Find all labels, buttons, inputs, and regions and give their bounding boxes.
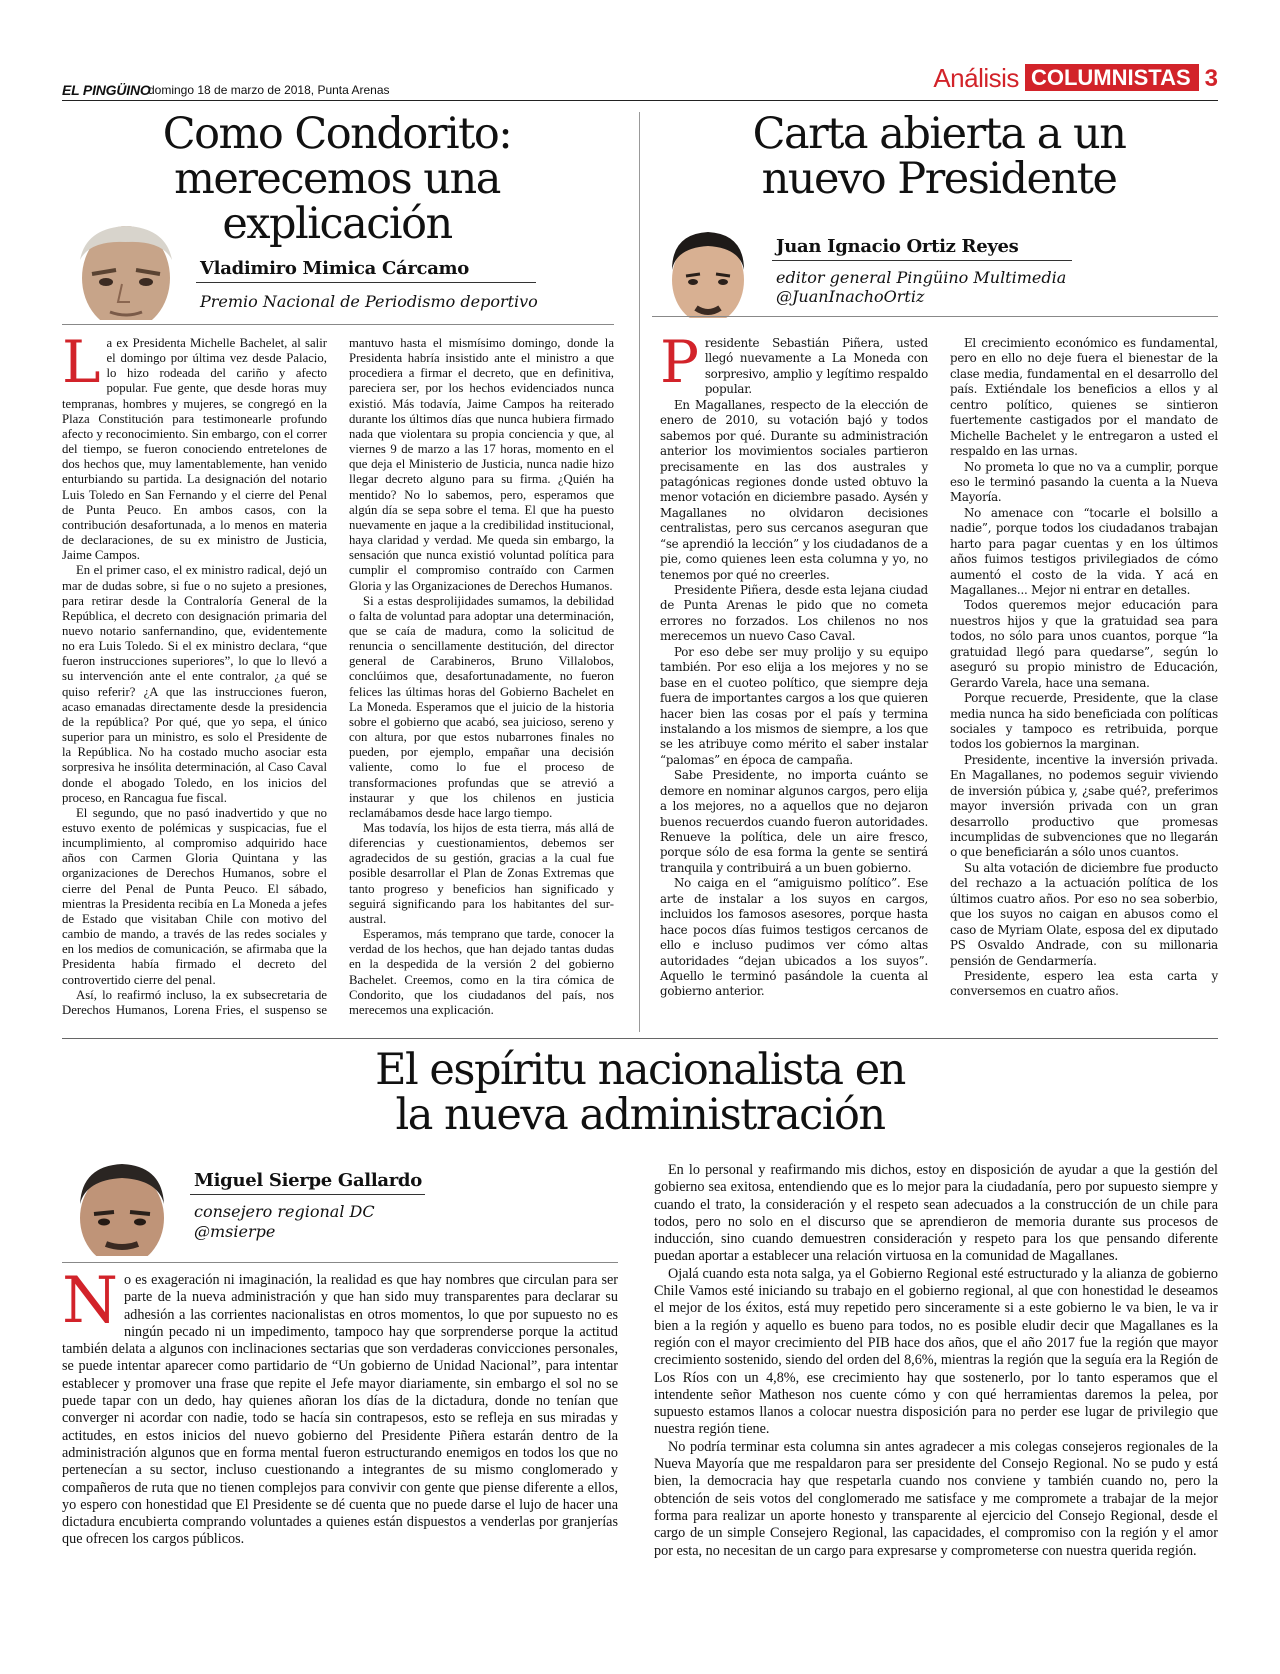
author-role: consejero regional DC	[194, 1202, 375, 1221]
drop-cap: N	[62, 1264, 118, 1338]
body-paragraph: Porque recuerde, Presidente, que la clase media nunca ha sido beneficiada con políticas sociales y tampoco es retribuida, porque todos los gobiernos la marginan.	[950, 691, 1218, 752]
article-title-line: El espíritu nacionalista en	[375, 1045, 905, 1095]
masthead	[62, 63, 1218, 106]
author-photo	[656, 226, 760, 318]
body-paragraph: No prometa lo que no va a cumplir, porque eso le terminó pasando la cuenta a la Nueva Mayoría.	[950, 459, 1218, 505]
article-body	[660, 328, 1218, 1028]
body-paragraph: En el primer caso, el ex ministro radical, dejó un mar de dudas sobre, si fue o no sujeto a presiones, para retirar desde la Contraloría General de la República, el decreto con designación primaria del nuevo notario sanfernandino, que, evidentemente no era Luis Toledo. Si el ex ministro declara, “que fueron instrucciones superiores”, lo que lo llevó a su intervención ante el ente contralor, ¿a qué se quiso referir? ¿A que las instrucciones fueron, acaso emanadas directamente desde la presidencia de la república? Por qué, que yo sepa, el único superior para un ministro, es solo el Presidente de la República. No ha costado mucho asociar esta sorpresiva he insólita determinación, al Caso Caval donde el abogado Toledo, en los inicios del proceso, en Rancagua fue fiscal.	[62, 563, 327, 805]
article-title-line: nuevo Presidente	[761, 154, 1117, 204]
section-label: Análisis	[933, 63, 1019, 94]
page-number: 3	[1204, 65, 1218, 93]
body-paragraph: Su alta votación de diciembre fue producto del rechazo a la actuación política de los últimos cuatro años. Por eso no sea soberbio, que los suyos no caigan en abusos como el caso de Myriam Olate, esposa del ex diputado PS Osvaldo Andrade, con su millonaria pensión de Gendarmería.	[950, 860, 1218, 968]
body-paragraph: Presidente, espero lea esta carta y conversemos en cuatro años.	[950, 968, 1218, 999]
body-paragraph: Presidente Sebastián Piñera, usted llegó nuevamente a La Moneda con sorpresivo, amplio y legítimo respaldo popular.	[660, 328, 928, 397]
issue-date: domingo 18 de marzo de 2018, Punta Arenas	[148, 83, 390, 97]
author-name: Miguel Sierpe Gallardo	[194, 1170, 422, 1191]
masthead-rule	[62, 100, 1218, 101]
body-paragraph: El crecimiento económico es fundamental, pero en ello no deje fuera el bienestar de la clase media, fundamental en el desarrollo del país. Extiéndale los beneficios a ellos y al centro político, quienes se sintieron fuertemente castigados por el mandato de Michelle Bachelet y le entregaron a usted el respaldo en las urnas.	[950, 336, 1218, 459]
author-handle: @JuanInachoOrtiz	[776, 287, 925, 306]
author-name: Vladimiro Mimica Cárcamo	[200, 258, 470, 279]
body-paragraph: No es exageración ni imaginación, la realidad es que hay nombres que circulan para ser parte de la nueva administración y que han sido muy transparentes para declarar su adhesión a las corrientes nacionalistas en otros momentos, lo que por supuesto no es ningún pecado ni un impedimento, tampoco hay que sorprenderse porque la actitud también delata a algunos con inclinaciones sectarias que son verdaderas convicciones personales, se puede intentar aparecer como partidario de “Un gobierno de Unidad Nacional”, para intentar establecer y promover una frase que repite el Jefe mayor diariamente, sin embargo el sol no se puede tapar con un dedo, hay quienes añoran los días de la dictadura, donde no tenían que converger ni acordar con nadie, todo se hacía sin contrapesos, esto se refleja en sus miradas y actitudes, en estos inicios del nuevo gobierno del Presidente Piñera estarán dentro de la administración algunos que en forma mental fueron estructurando enemigos en todos los que no pertenecían a su sector, incluso cuestionando a integrantes de su mismo conglomerado y compañeros de ruta que no tienen complejos para convivir con gente que piense diferente a ellos, yo espero con honestidad que El Presidente se dé cuenta que no puede darse el lujo de hacer una dictadura encubierta comprando voluntades a quienes están dispuestos a venderlas por granjerías que ofrecen los cargos públicos.	[62, 1264, 618, 1548]
article-title-line: Como Condorito:	[162, 109, 512, 159]
body-paragraph: Por eso debe ser muy prolijo y su equipo también. Por eso elija a los mejores y no se base en el cuoteo político, que siempre deja fuera de importantes cargos a los que quieren hacer bien las cosas por el país y termina instalando a los mismos de siempre, a los que se les atribuye como mérito el saber instalar “palomas” en época de campaña.	[660, 644, 929, 767]
subsection-label: COLUMNISTAS	[1025, 64, 1199, 91]
body-paragraph: No caiga en el “amiguismo político”. Ese arte de instalar a los suyos en cargos, incluidos los famosos asesores, porque hasta hace pocos días fuimos testigos cercanos de ello e incluso pudimos ver cómo altas autoridades “dejan ubicados a los suyos”. Aquello le terminó pasándole la cuenta al gobierno anterior.	[660, 876, 928, 999]
body-paragraph: En Magallanes, respecto de la elección de enero de 2010, su votación bajó y todos sabemos por qué. Durante su administración anterior los movimientos sociales partieron precisamente en las dos australes y patagónicas regiones donde usted obtuvo la menor votación en diciembre pasado. Aysén y Magallanes no olvidaron decisiones centralistas, pero sus cercanos aseguran que “se aprendió la lección” y los ciudadanos de a pie, como quienes leen esta columna y yo, no tenemos por qué no creerles.	[660, 397, 928, 582]
body-paragraph: La ex Presidenta Michelle Bachelet, al salir el domingo por última vez desde Palacio, lo hizo rodeada del cariño y afecto popular. Fue gente, que desde horas muy tempranas, hombres y mujeres, se congregó en la Plaza Constitución para testimonearle profundo afecto y reconocimiento. Sin embargo, con el correr del tiempo, se fueron conociendo entretelones de dos hechos que, muy lamentablemente, han venido enturbiando su partida. La designación del notario Luis Toledo en San Fernando y el cierre del Penal de Punta Peuco. En ambos casos, con la contribución desafortunada, a lo menos en materia de declaraciones, de su ex ministro de Justicia, Jaime Campos.	[62, 328, 327, 563]
article-body	[62, 328, 614, 1028]
column-divider	[639, 112, 640, 1032]
body-paragraph: Todos queremos mejor educación para nuestros hijos y que la gratuidad sea para todos, no sólo para unos cuantos, porque “la gratuidad llegó para quedarse”, según lo aseguró su propio ministro de Educación, Gerardo Varela, hace una semana.	[950, 598, 1218, 690]
article-title	[200, 1045, 1080, 1140]
author-rule	[190, 1194, 425, 1195]
author-handle: @msierpe	[194, 1222, 276, 1241]
byline-divider	[62, 324, 614, 325]
author-role: editor general Pingüino Multimedia	[776, 268, 1067, 287]
article-body	[62, 1264, 618, 1572]
body-paragraph: Mas todavía, los hijos de esta tierra, más allá de diferencias y cuestionamientos, debemos ser agradecidos de su gestión, gracias a la cual fue posible desarrollar el Plan de Zonas Extremas que tanto progreso y beneficios han significado y seguirá significando para los habitantes del sur-austral.	[349, 821, 614, 926]
newspaper-logo: EL PINGÜINO	[62, 82, 151, 98]
article-title-line: la nueva administración	[395, 1090, 885, 1140]
body-paragraph: Sabe Presidente, no importa cuánto se demore en nominar algunos cargos, pero elija a los mejores, no a aquellos que no dejaron buenos recuerdos cuando fueron autoridades. Renueve la política, dele un aire fresco, porque sólo de esa forma la gente se sentirá tranquila y contribuirá a un buen gobierno.	[660, 768, 928, 875]
article-title	[660, 109, 1218, 204]
body-paragraph: Presidente, incentive la inversión privada. En Magallanes, no podemos seguir viviendo de inversión púbica y, ¿sabe qué?, preferimos mayor inversión privada con un gran desarrollo productivo que promesas incumplidas de subvenciones que no llegarán o que beneficiarán a sólo unos cuantos.	[950, 752, 1218, 860]
body-paragraph: No amenace con “tocarle el bolsillo a nadie”, porque todos los ciudadanos trabajan harto para pagar cuentas y en los últimos años fuimos testigos privilegiados de cómo aumentó el costo de la vida. Y acá en Magallanes... Mejor ni entrar en detalles.	[950, 505, 1218, 597]
article-title-line: Carta abierta a un	[752, 109, 1126, 159]
section-divider	[62, 1038, 1218, 1039]
body-paragraph: Esperamos, más temprano que tarde, conocer la verdad de los hechos, que han dejado tantas dudas en la despedida de la versión 2 del gobierno Bachelet. Creemos, como en la tira cómica de Condorito, que los ciudadanos del país, nos merecemos una explicación.	[349, 927, 614, 1017]
drop-cap: L	[62, 328, 101, 396]
author-rule	[772, 260, 1072, 261]
article-body-continued	[654, 1162, 1218, 1572]
author-rule	[196, 282, 536, 283]
author-role: Premio Nacional de Periodismo deportivo	[200, 292, 538, 311]
drop-cap: P	[660, 328, 699, 396]
body-paragraph: Presidente Piñera, desde esta lejana ciudad de Punta Arenas le pido que no cometa errores no forzados. Los chilenos no nos merecemos un nuevo Caso Caval.	[660, 583, 928, 644]
article-title-line: merecemos una explicación	[174, 154, 500, 249]
author-name: Juan Ignacio Ortiz Reyes	[776, 236, 1019, 257]
body-paragraph: El segundo, que no pasó inadvertido y que no estuvo exento de polémicas y suspicacias, fue el incumplimiento, al compromiso adquirido hace años con Carmen Gloria Quintana y las organizaciones de Derechos Humanos, sobre el cierre del Penal de Punta Peuco. El sábado, mientras la Presidenta recibía en La Moneda a jefes de Estado que visitaban Chile con motivo del cambio de mando, a través de las redes sociales y en los medios de comunicación, se afirmaba que la Presidenta había firmado el decreto del controvertido cierre del penal.	[62, 805, 327, 987]
section-header	[933, 63, 1218, 94]
byline-divider	[652, 316, 1218, 317]
body-paragraph: Si a estas desprolijidades sumamos, la debilidad o falta de voluntad para adoptar una determinación, que se caía de madura, como la solicitud de renuncia o sencillamente destitución, del director general de Carabineros, Bruno Villalobos, conclúimos que, desafortunadamente, no fueron felices las últimas horas del Gobierno Bachelet en La Moneda. Esperamos que el juicio de la historia sobre el gobierno que acabó, sea juicioso, sereno y con altura, por que estos nubarrones finales no pueden, por ejemplo, empañar una decisión valiente, como lo fue el proceso de transformaciones profundas que se atrevió a instaurar y que los chilenos en justicia reclamábamos desde hace largo tiempo.	[349, 593, 614, 820]
byline-divider	[62, 1262, 618, 1263]
author-photo	[66, 220, 184, 320]
body-paragraph: Así, lo reafirmó incluso, la ex subsecretaria de Derechos Humanos, Lorena Fries, el suspenso se mantuvo hasta el mismísimo domingo, donde la Presidenta habría insistido ante el ministro a que procediera a firmar el decreto, que en definitiva, pareciera ser, por los hechos evidenciados nunca existió. Más todavía, Jaime Campos ha reiterado durante los últimos días que nunca hubiera firmado nada que violentara su propia conciencia y que, al viernes 9 de marzo a las 17 horas, momento en el que deja el Ministerio de Justicia, nunca nadie hizo llegar decreto alguno para su firma. ¿Quién ha mentido? No lo sabemos, pero, esperamos que algún día se sepa sobre el tema. El que ha puesto nuevamente en jaque a la credibilidad institucional, haya claridad y verdad. Me queda sin embargo, la sensación que nunca existió voluntad política para cumplir el compromiso contraído con Carmen Gloria y las Organizaciones de Derechos Humanos.	[62, 336, 614, 1017]
body-paragraph: No podría terminar esta columna sin antes agradecer a mis colegas consejeros regionales de la Nueva Mayoría que me respaldaron para ser presidente del Consejo Regional. No se pudo y está bien, la democracia hay que respetarla cuando nos conviene y también cuando no, pero la obtención de seis votos del conglomerado me satisface y me compromete a trabajar de la mejor forma para realizar un aporte honesto y transparente al ejercicio del Consejo Regional, desde el cargo de un simple Consejero Regional, las capacidades, el compromiso con la región y el amor por esta, no necesitan de un cargo para expresarse y comprometerse con nuestra querida región.	[654, 1438, 1218, 1559]
body-paragraph: Ojalá cuando esta nota salga, ya el Gobierno Regional esté estructurado y la alianza de gobierno Chile Vamos esté iniciando su trabajo en el gobierno regional, al que con honestidad le deseamos el mejor de los éxitos, está muy repetido pero sinceramente si a este gobierno le va bien, le va ir bien a la región y aquello es bueno para todos, no es posible eludir decir que Magallanes es la región con el mayor crecimiento del PIB hace dos años, que el año 2017 fue la región que mayor crecimiento sostenido, siendo del orden del 8,6%, mientras la región que la seguía era la Región de Los Ríos con un 4,8%, ese crecimiento hay que sostenerlo, por lo tanto esperamos que el intendente señor Matheson nos cuente cómo y con qué herramientas daremos la pelea, por supuesto estamos llanos a colocar nuestra disposición para no perder ese lugar de privilegio que nuestra región tiene.	[654, 1265, 1218, 1438]
author-photo	[66, 1160, 176, 1256]
body-paragraph: En lo personal y reafirmando mis dichos, estoy en disposición de ayudar a que la gestión del gobierno sea exitosa, entendiendo que es lo mejor para la ciudadanía, pero por supuesto siempre y cuando el trato, la consideración y el respeto sean adecuados a la construcción de un chile para todos, pero no solo en el discurso que se aprendieron de memoria durante sus procesos de inducción, sino cuando demuestren consideración y respeto para los que pensando diferente puedan aportar a establecer una relación virtuosa en la comunidad de Magallanes.	[654, 1162, 1218, 1265]
